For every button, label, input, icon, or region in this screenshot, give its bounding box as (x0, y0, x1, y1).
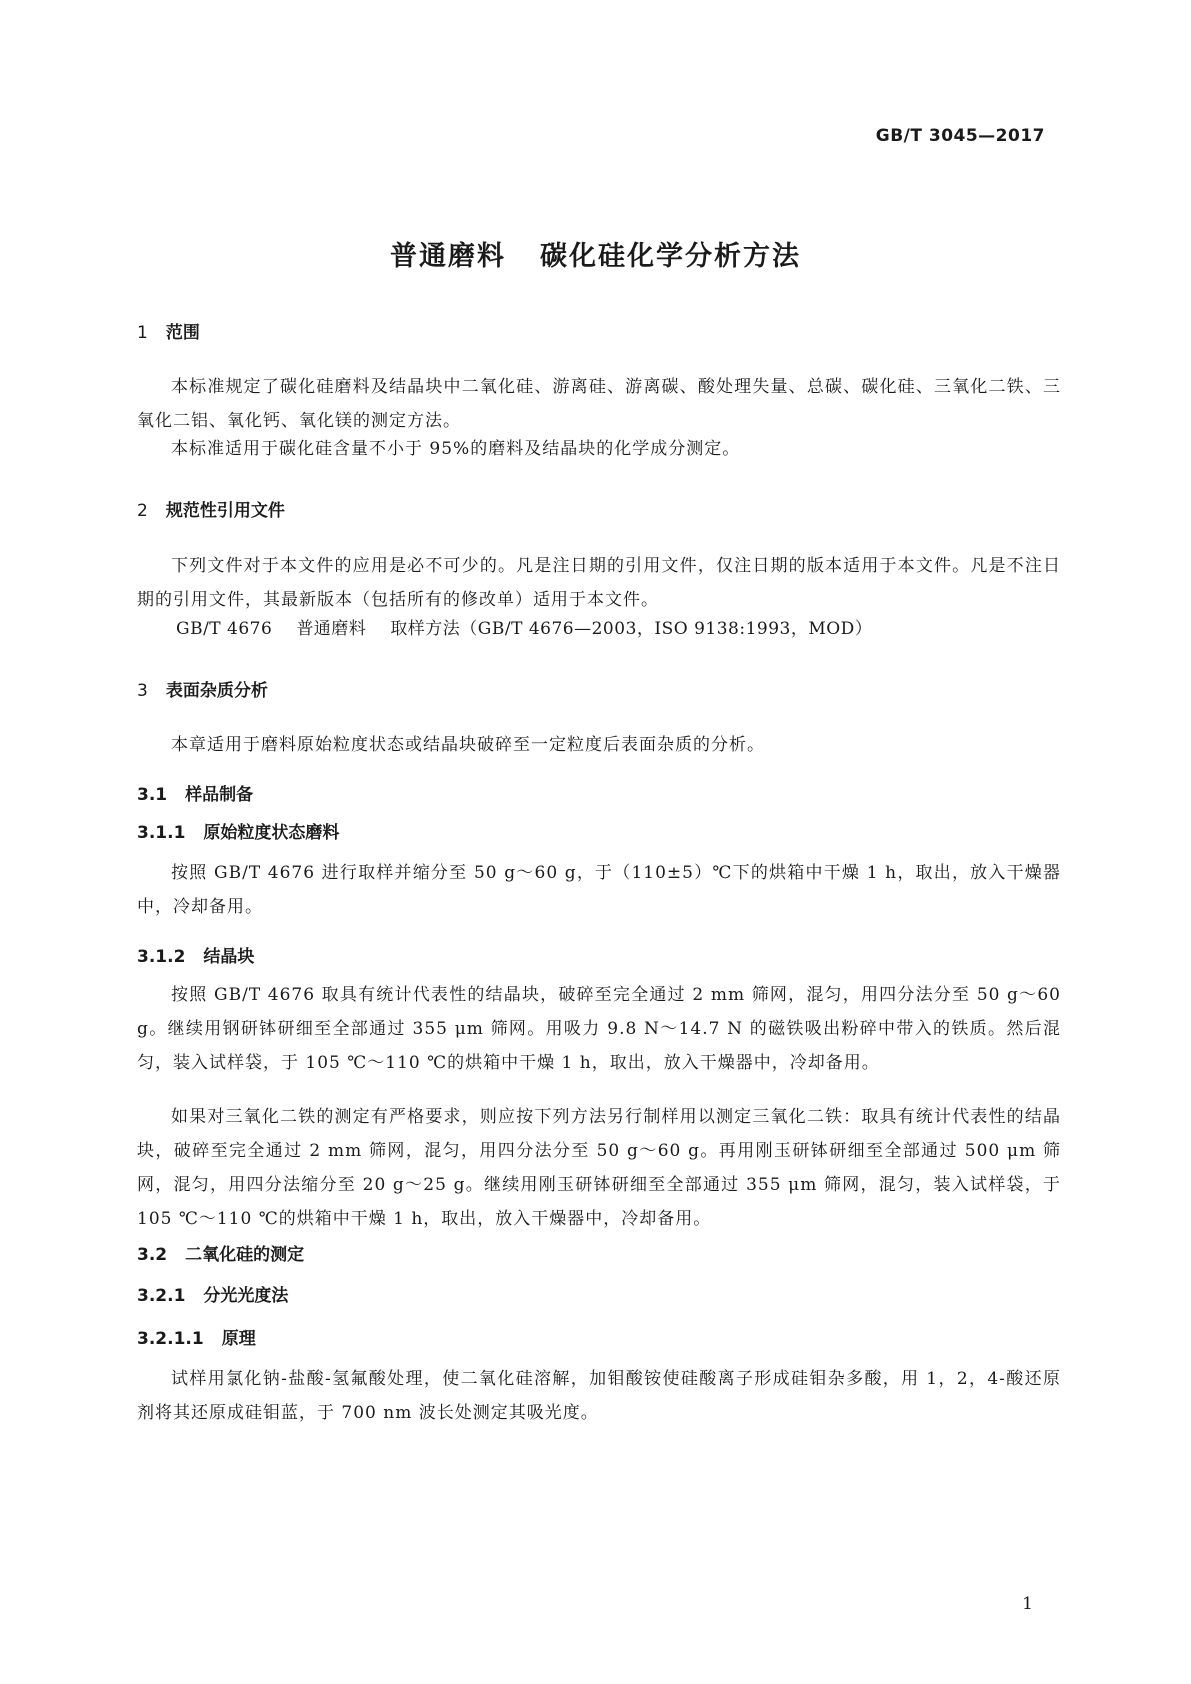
section-heading-1: 1 范围 (137, 323, 200, 343)
section-heading-3-1: 3.1 样品制备 (137, 785, 254, 805)
title-part-2: 碳化硅化学分析方法 (540, 241, 801, 272)
section-3-1-1-paragraph-1: 按照 GB/T 4676 进行取样并缩分至 50 g～60 g，于（110±5）℃下的烘箱中干燥 1 h，取出，放入干燥器中，冷却备用。 (137, 863, 1061, 917)
section-heading-3-2: 3.2 二氧化硅的测定 (137, 1245, 305, 1265)
section-heading-3: 3 表面杂质分析 (137, 681, 268, 701)
standard-code: GB/T 3045—2017 (875, 126, 1045, 146)
section-heading-2: 2 规范性引用文件 (137, 501, 285, 521)
section-heading-3-2-1: 3.2.1 分光光度法 (137, 1286, 289, 1306)
section-2-paragraph-1: 下列文件对于本文件的应用是必不可少的。凡是注日期的引用文件，仅注日期的版本适用于本文件。凡是不注日期的引用文件，其最新版本（包括所有的修改单）适用于本文件。 (137, 556, 1061, 610)
section-3-2-1-1-paragraph-1: 试样用氯化钠-盐酸-氢氟酸处理，使二氧化硅溶解，加钼酸铵使硅酸离子形成硅钼杂多酸，用 1，2，4-酸还原剂将其还原成硅钼蓝，于 700 nm 波长处测定其吸光度。 (137, 1369, 1061, 1423)
section-1-paragraph-2: 本标准适用于碳化硅含量不小于 95%的磨料及结晶块的化学成分测定。 (171, 439, 741, 459)
normative-reference (176, 614, 896, 639)
section-heading-3-1-1: 3.1.1 原始粒度状态磨料 (137, 823, 340, 843)
section-heading-3-2-1-1: 3.2.1.1 原理 (137, 1329, 256, 1349)
section-heading-3-1-2: 3.1.2 结晶块 (137, 947, 255, 967)
section-3-1-2-paragraph-2: 如果对三氧化二铁的测定有严格要求，则应按下列方法另行制样用以测定三氧化二铁：取具有统计代表性的结晶块，破碎至完全通过 2 mm 筛网，混匀，用四分法分至 50 g～60 g。再用刚玉研钵研细至全部通过 500 μm 筛网，混匀，用四分法缩分至 20 g～25 g。继续用刚玉研钵研细至全部通过 355 μm 筛网，混匀，装入试样袋，于 105 ℃～110 ℃的烘箱中干燥 1 h，取出，放入干燥器中，冷却备用。 (137, 1107, 1061, 1229)
reference-name-2: 取样方法（GB/T 4676—2003，ISO 9138:1993，MOD） (390, 619, 873, 639)
reference-code: GB/T 4676 (176, 619, 273, 639)
section-3-1-2-paragraph-1: 按照 GB/T 4676 取具有统计代表性的结晶块，破碎至完全通过 2 mm 筛网，混匀，用四分法分至 50 g～60 g。继续用钢研钵研细至全部通过 355 μm 筛网。用吸力 9.8 N～14.7 N 的磁铁吸出粉碎中带入的铁质。然后混匀，装入试样袋，于 105 ℃～110 ℃的烘箱中干燥 1 h，取出，放入干燥器中，冷却备用。 (137, 985, 1061, 1073)
section-3-paragraph-1: 本章适用于磨料原始粒度状态或结晶块破碎至一定粒度后表面杂质的分析。 (171, 735, 765, 755)
section-1-paragraph-1: 本标准规定了碳化硅磨料及结晶块中二氧化硅、游离硅、游离碳、酸处理失量、总碳、碳化硅、三氧化二铁、三氧化二铝、氧化钙、氧化镁的测定方法。 (137, 377, 1061, 431)
page-title (0, 234, 1191, 273)
reference-name-1: 普通磨料 (296, 619, 367, 639)
title-part-1: 普通磨料 (390, 241, 506, 272)
page-number: 1 (1022, 1594, 1033, 1614)
